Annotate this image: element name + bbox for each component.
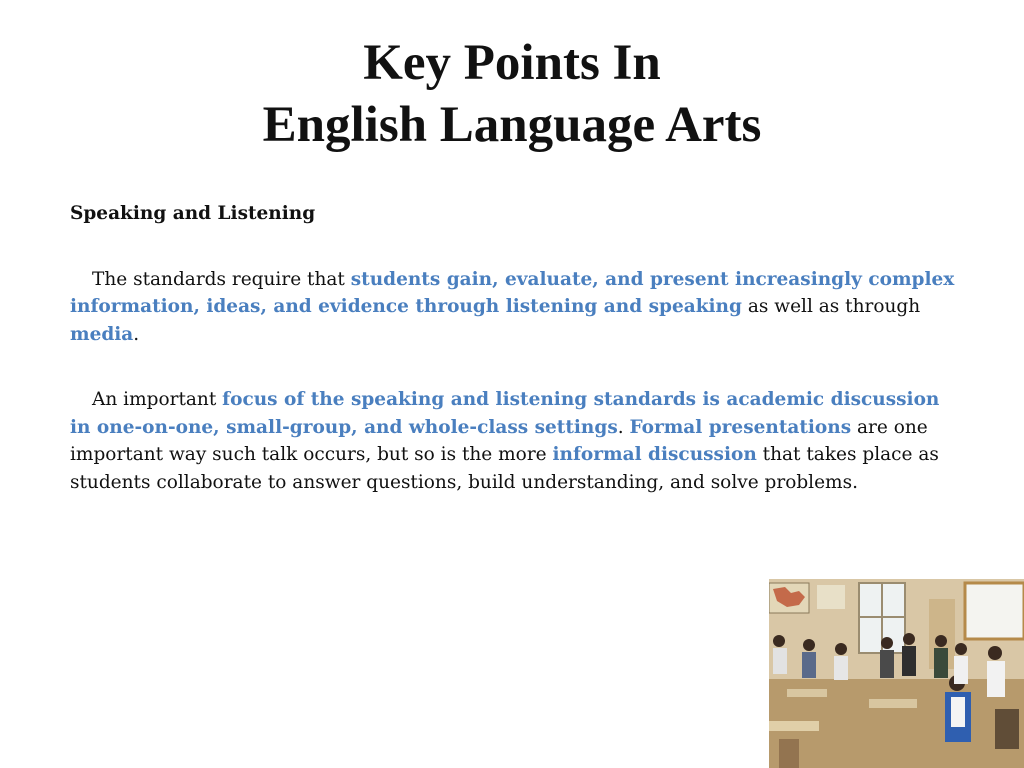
p1-text-3: . [133, 323, 140, 345]
p1-highlight-media: media [70, 323, 134, 345]
p2-highlight-informal: informal discussion [552, 444, 757, 465]
p2-text-3: are one important way such talk occurs, but so is the more [70, 416, 928, 465]
p2-text-2: . [617, 416, 630, 438]
title-line-1: Key Points In [363, 35, 661, 91]
p2-highlight-focus: focus of the speaking and listening standards is academic discussion in one-on-one, small-group, and whole-class settings [70, 389, 940, 438]
section-heading: Speaking and Listening [70, 203, 316, 224]
p1-text-1: The standards require that [92, 268, 351, 290]
p2-text-4: that takes place as students collaborate to answer questions, build understanding, and solve problems. [70, 444, 939, 493]
paragraph-focus [70, 386, 960, 496]
slide-body [70, 200, 960, 534]
p2-text-1: An important [92, 389, 223, 410]
p1-highlight-1: students gain, evaluate, and present increasingly complex information, ideas, and evidence through listening and speaking [70, 268, 955, 317]
paragraph-standards [70, 266, 960, 349]
slide-title [0, 32, 1024, 156]
classroom-photo-illustration [769, 579, 1024, 768]
title-line-2: English Language Arts [262, 97, 762, 153]
classroom-photo [769, 579, 1024, 768]
p1-text-2: as well as through [741, 296, 921, 317]
p2-highlight-formal: Formal presentations [629, 416, 852, 438]
